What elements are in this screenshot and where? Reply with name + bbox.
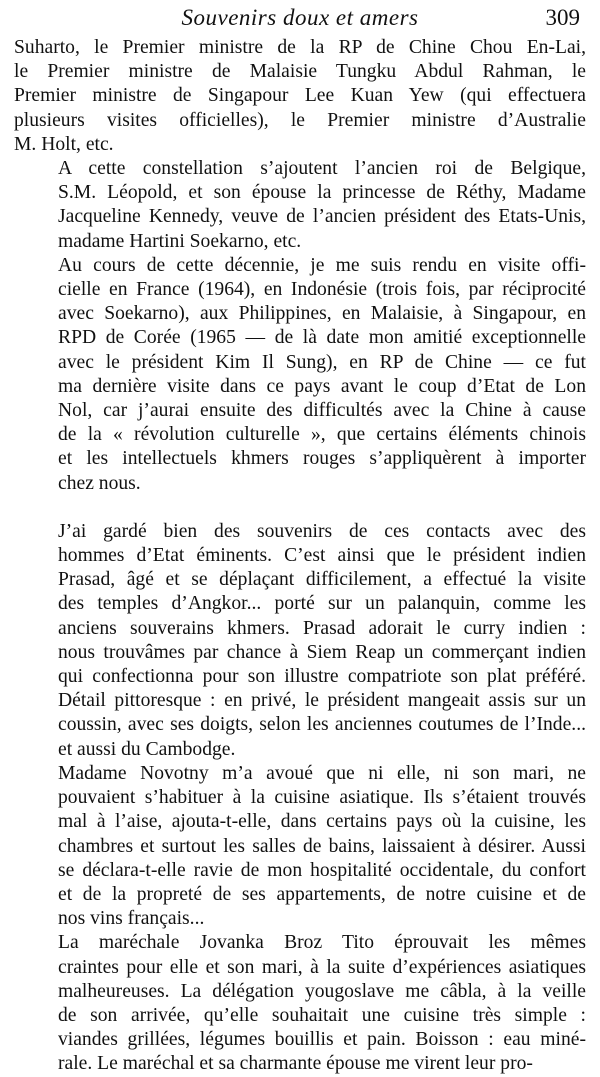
running-head <box>14 0 586 36</box>
text-line: ma dernière visite dans ce pays avant le coup d’Etat de Lon <box>58 375 586 397</box>
text-line: des temples d’Angkor... porté sur un palanquin, comme les <box>58 593 586 615</box>
running-title: Souvenirs doux et amers <box>181 5 419 30</box>
paragraph <box>14 520 586 762</box>
text-line: avec Soekarno), aux Philippines, en Malaisie, à Singapour, en <box>58 303 586 325</box>
text-line: anciens souverains khmers. Prasad adorait le curry indien : <box>58 617 586 639</box>
paragraph <box>14 762 586 931</box>
text-line: chambres et surtout les salles de bains, laissaient à désirer. Aussi <box>58 835 586 857</box>
text-line: nous trouvâmes par chance à Siem Reap un commerçant indien <box>58 641 586 663</box>
text-line: malheureuses. La délégation yougoslave me câbla, à la veille <box>58 980 586 1002</box>
text-line: de la « révolution culturelle », que certains éléments chinois <box>58 424 586 446</box>
text-line: et les intellectuels khmers rouges s’appliquèrent à importer <box>58 448 586 470</box>
text-line: Détail pittoresque : en privé, le président mangeait assis sur un <box>58 690 586 712</box>
text-line: M. Holt, etc. <box>14 133 114 155</box>
text-line: rale. Le maréchal et sa charmante épouse me virent leur pro- <box>58 1053 533 1075</box>
text-line: Suharto, le Premier ministre de la RP de Chine Chou En-Lai, <box>14 37 586 58</box>
text-line: avec le président Kim Il Sung), en RP de Chine — ce fut <box>58 351 586 373</box>
paragraph <box>14 36 586 157</box>
text-line: madame Hartini Soekarno, etc. <box>58 230 302 252</box>
text-line: coussin, avec ses doigts, selon les anciennes coutumes de l’Inde... <box>58 714 586 736</box>
text-line: pouvaient s’habituer à la cuisine asiatique. Ils s’étaient trouvés <box>58 787 586 809</box>
text-line: hommes d’Etat éminents. C’est ainsi que le président indien <box>58 545 586 567</box>
text-line: La maréchale Jovanka Broz Tito éprouvait les mêmes <box>58 932 586 954</box>
text-line: A cette constellation s’ajoutent l’ancien roi de Belgique, <box>58 158 586 180</box>
paragraph <box>14 157 586 254</box>
text-line: et de la propreté de ses appartements, de notre cuisine et de <box>58 883 586 905</box>
text-line: le Premier ministre de Malaisie Tungku Abdul Rahman, le <box>14 61 586 83</box>
text-line: Prasad, âgé et se déplaçant difficilement, a effectué la visite <box>58 569 586 591</box>
text-line: Jacqueline Kennedy, veuve de l’ancien président des Etats-Unis, <box>58 206 586 228</box>
body-text <box>14 36 586 1077</box>
text-line: J’ai gardé bien des souvenirs de ces contacts avec des <box>58 520 586 542</box>
text-line: nos vins français... <box>58 908 205 930</box>
text-line: S.M. Léopold, et son épouse la princesse de Réthy, Madame <box>58 182 586 204</box>
text-line: qui confectionna pour son illustre compatriote son plat préféré. <box>58 666 586 688</box>
paragraph <box>14 931 586 1076</box>
text-line: Premier ministre de Singapour Lee Kuan Yew (qui effectuera <box>14 85 586 107</box>
text-line: plusieurs visites officielles), le Premier ministre d’Australie <box>14 109 586 131</box>
text-line: et aussi du Cambodge. <box>58 738 236 760</box>
page-number: 309 <box>545 5 580 30</box>
text-line: craintes pour elle et son mari, à la suite d’expériences asiatiques <box>58 956 586 978</box>
text-line: se déclara-t-elle ravie de mon hospitalité occidentale, du confort <box>58 859 586 881</box>
text-line: de son arrivée, qu’elle souhaitait une cuisine très simple : <box>58 1004 586 1026</box>
text-line: viandes grillées, légumes bouillis et pain. Boisson : eau miné- <box>58 1029 586 1051</box>
book-page <box>14 0 586 1075</box>
text-line: Au cours de cette décennie, je me suis rendu en visite offi- <box>58 254 586 276</box>
text-line: RPD de Corée (1965 — de là date mon amitié exceptionnelle <box>58 327 586 349</box>
text-line: chez nous. <box>58 472 141 494</box>
text-line: Madame Novotny m’a avoué que ni elle, ni son mari, ne <box>58 762 586 784</box>
paragraph <box>14 254 586 496</box>
text-line: Nol, car j’aurai ensuite des difficultés avec la Chine à cause <box>58 400 586 422</box>
text-line: mal à l’aise, ajouta-t-elle, dans certains pays où la cuisine, les <box>58 811 586 833</box>
text-line: cielle en France (1964), en Indonésie (trois fois, par réciprocité <box>58 279 586 301</box>
